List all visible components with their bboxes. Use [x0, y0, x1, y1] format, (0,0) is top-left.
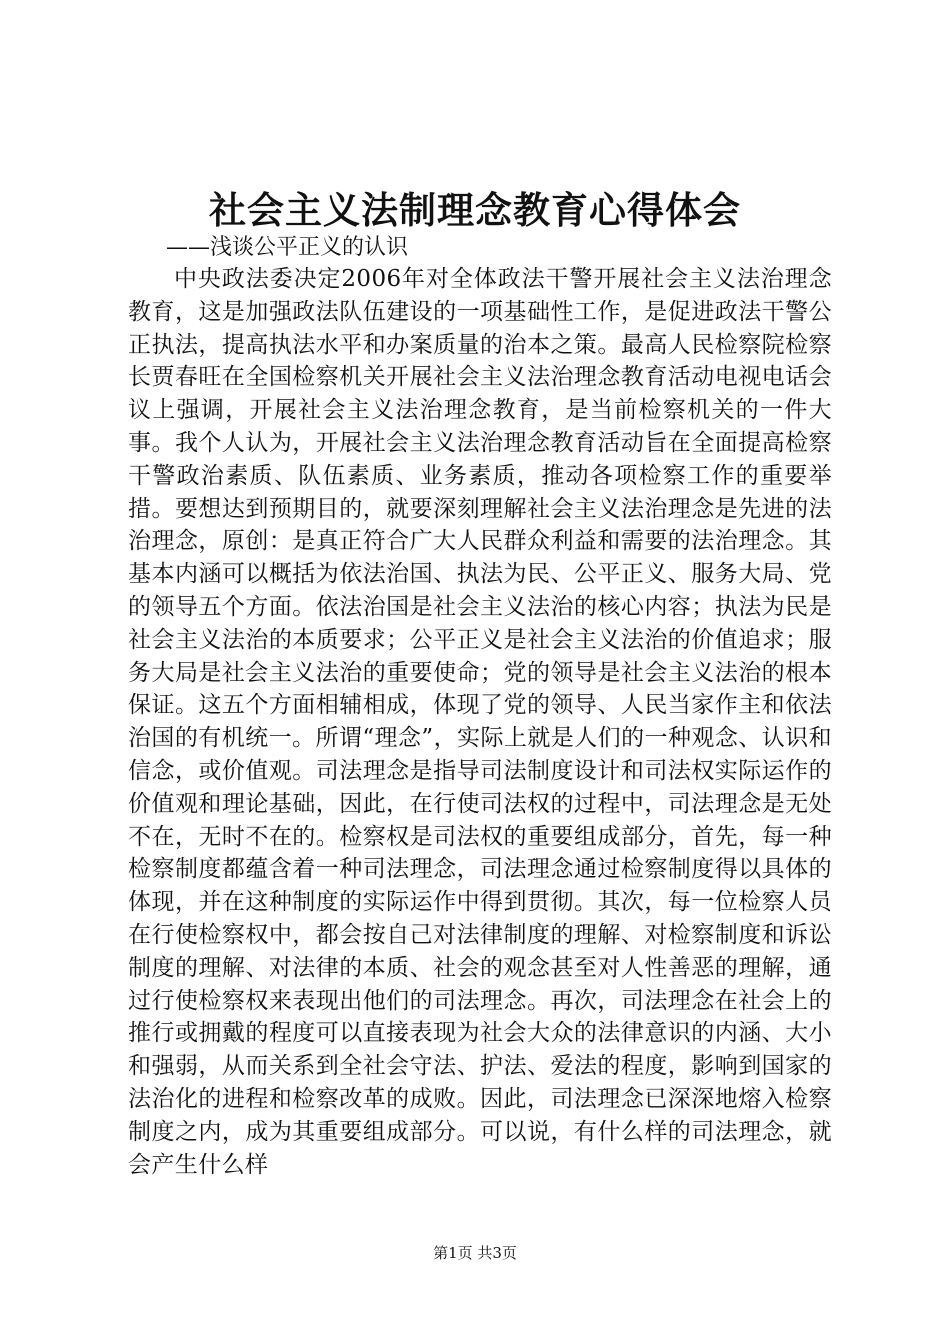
document-subtitle: ——浅谈公平正义的认识 [166, 235, 409, 260]
document-title: 社会主义法制理念教育心得体会 [209, 188, 741, 232]
page-footer: 第1页 共3页 [433, 1244, 517, 1262]
body-paragraph: 中央政法委决定2006年对全体政法干警开展社会主义法治理念教育，这是加强政法队伍建设的一项基础性工作，是促进政法干警公正执法，提高执法水平和办案质量的治本之策。最高人民检察院检察长贾春旺在全国检察机关开展社会主义法治理念教育活动电视电话会议上强调，开展社会主义法治理念教育，是当前检察机关的一件大事。我个人认为，开展社会主义法治理念教育活动旨在全面提高检察干警政治素质、队伍素质、业务素质，推动各项检察工作的重要举措。要想达到预期目的，就要深刻理解社会主义法治理念是先进的法治理念，原创：是真正符合广大人民群众利益和需要的法治理念。其基本内涵可以概括为依法治国、执法为民、公平正义、服务大局、党的领导五个方面。依法治国是社会主义法治的核心内容；执法为民是社会主义法治的本质要求；公平正义是社会主义法治的价值追求；服务大局是社会主义法治的重要使命；党的领导是社会主义法治的根本保证。这五个方面相辅相成，体现了党的领导、人民当家作主和依法治国的有机统一。所谓“理念”，实际上就是人们的一种观念、认识和信念，或价值观。司法理念是指导司法制度设计和司法权实际运作的价值观和理论基础，因此，在行使司法权的过程中，司法理念是无处不在，无时不在的。检察权是司法权的重要组成部分，首先，每一种检察制度都蕴含着一种司法理念，司法理念通过检察制度得以具体的体现，并在这种制度的实际运作中得到贯彻。其次，每一位检察人员在行使检察权中，都会按自己对法律制度的理解、对检察制度和诉讼制度的理解、对法律的本质、社会的观念甚至对人性善恶的理解，通过行使检察权来表现出他们的司法理念。再次，司法理念在社会上的推行或拥戴的程度可以直接表现为社会大众的法律意识的内涵、大小和强弱，从而关系到全社会守法、护法、爱法的程度，影响到国家的法治化的进程和检察改革的成败。因此，司法理念已深深地熔入检察制度之内，成为其重要组成部分。可以说，有什么样的司法理念，就会产生什么样 [128, 266, 832, 1178]
